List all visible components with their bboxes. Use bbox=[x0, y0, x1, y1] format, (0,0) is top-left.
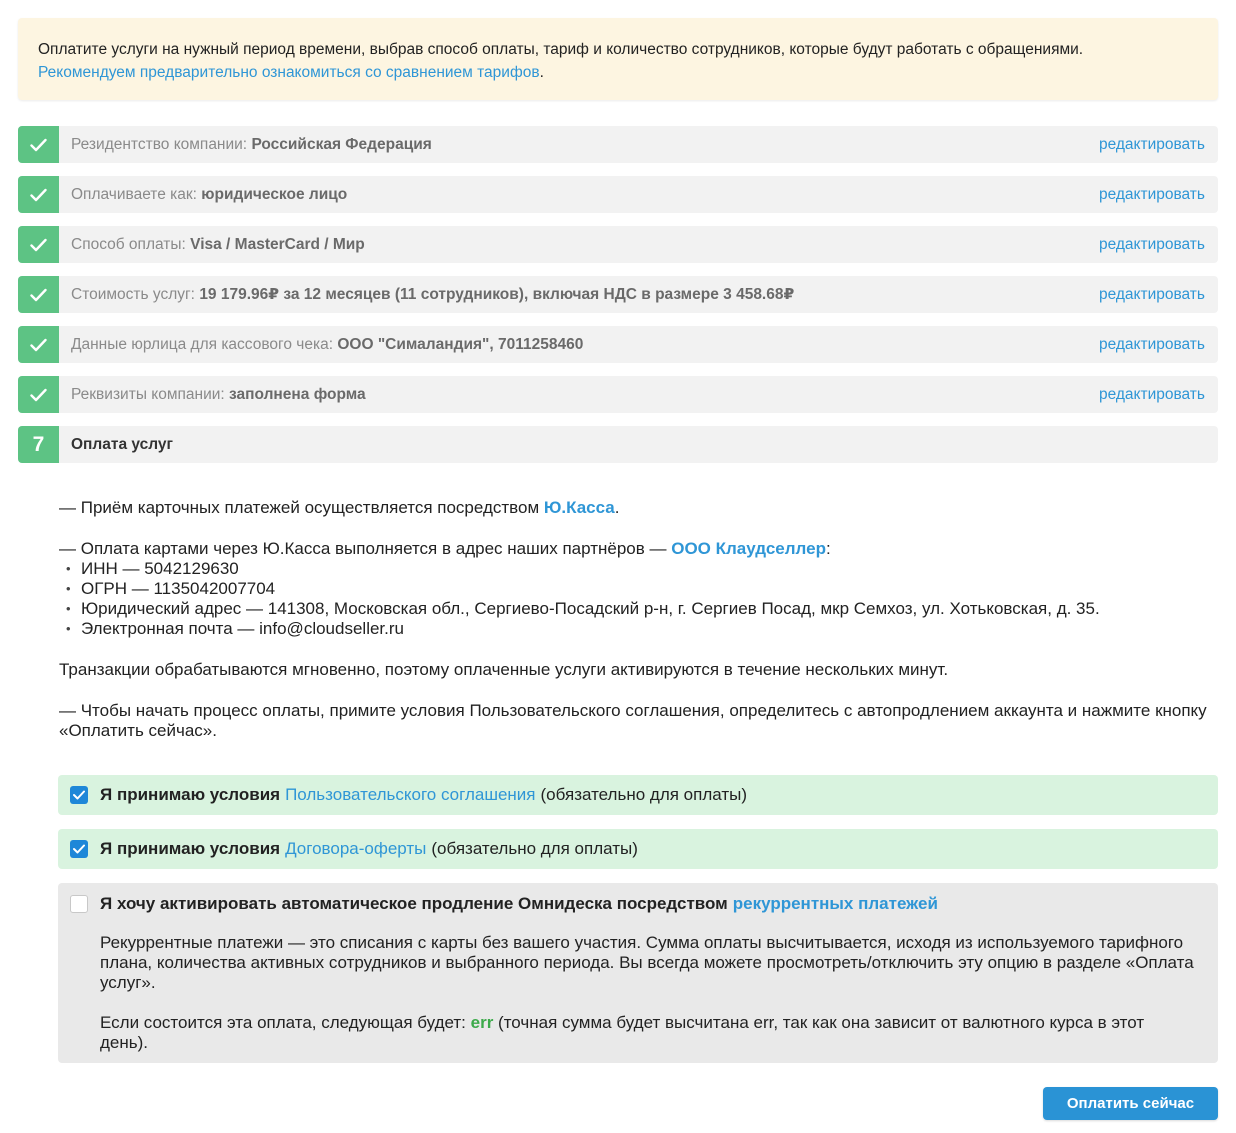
next-payment-text: Если состоится эта оплата, следующая будет: err (точная сумма будет высчитана err, так как она зависит от валютного курса в этот день). bbox=[100, 1013, 1145, 1052]
payment-info bbox=[59, 498, 1209, 741]
notice-text: Оплатите услуги на нужный период времени, выбрав способ оплаты, тариф и количество сотрудников, которые будут работать с обращениями. bbox=[38, 41, 1084, 58]
partner-details-list bbox=[59, 559, 1209, 639]
check-icon bbox=[30, 288, 47, 302]
step-payment-method bbox=[18, 226, 1218, 263]
recurrent-payments-row[interactable] bbox=[70, 893, 1206, 914]
step-cost bbox=[18, 276, 1218, 313]
step-value: ООО "Сималандия", 7011258460 bbox=[337, 335, 584, 353]
notice-link-suffix: . bbox=[539, 64, 544, 81]
step-done-badge bbox=[18, 176, 59, 213]
check-icon bbox=[30, 388, 47, 402]
step-done-badge bbox=[18, 376, 59, 413]
info-notice bbox=[18, 18, 1218, 100]
step-receipt-entity bbox=[18, 326, 1218, 363]
user-agreement-checkbox[interactable] bbox=[70, 786, 88, 804]
pay-now-button[interactable]: Оплатить сейчас bbox=[1043, 1087, 1218, 1120]
partner-link[interactable]: ООО Клаудселлер bbox=[671, 539, 826, 558]
step-value: заполнена форма bbox=[229, 385, 366, 403]
user-agreement-row[interactable] bbox=[58, 775, 1218, 815]
next-payment-value: err bbox=[470, 1013, 494, 1032]
agreement-note: (обязательно для оплаты) bbox=[540, 785, 747, 804]
agreement-note: (обязательно для оплаты) bbox=[431, 839, 638, 858]
recurrent-payments-link[interactable]: рекуррентных платежей bbox=[732, 893, 938, 913]
checkmark-icon bbox=[73, 790, 85, 800]
offer-agreement-row[interactable] bbox=[58, 829, 1218, 869]
edit-cost-link[interactable]: редактировать bbox=[1098, 285, 1205, 303]
step-text: Резидентство компании: Российская Федерация bbox=[71, 135, 432, 153]
step-value: Visa / MasterCard / Мир bbox=[190, 235, 365, 253]
check-icon bbox=[30, 138, 47, 152]
offer-agreement-link[interactable]: Договора-оферты bbox=[285, 839, 427, 858]
step-title: Оплата услуг bbox=[71, 435, 173, 453]
offer-agreement-checkbox[interactable] bbox=[70, 840, 88, 858]
step-number: 7 bbox=[32, 432, 45, 456]
step-text: Данные юрлица для кассового чека: ООО "Сималандия", 7011258460 bbox=[71, 335, 584, 353]
instructions-text: — Чтобы начать процесс оплаты, примите условия Пользовательского соглашения, определитесь с автопродлением аккаунта и нажмите кнопку «Оплатить сейчас». bbox=[59, 701, 1207, 740]
check-icon bbox=[30, 188, 47, 202]
edit-payer-type-link[interactable]: редактировать bbox=[1098, 185, 1205, 203]
list-item: • ОГРН — 1135042007704 bbox=[59, 579, 1209, 599]
step-residency bbox=[18, 126, 1218, 163]
step-done-badge bbox=[18, 126, 59, 163]
step-text: Реквизиты компании: заполнена форма bbox=[71, 385, 366, 403]
step-text: Оплачиваете как: юридическое лицо bbox=[71, 185, 348, 203]
user-agreement-link[interactable]: Пользовательского соглашения bbox=[285, 785, 536, 804]
list-item: • ИНН — 5042129630 bbox=[59, 559, 1209, 579]
step-value: юридическое лицо bbox=[201, 185, 348, 203]
yookassa-link[interactable]: Ю.Касса bbox=[543, 498, 615, 517]
step-done-badge bbox=[18, 326, 59, 363]
step-payer-type bbox=[18, 176, 1218, 213]
step-company-details bbox=[18, 376, 1218, 413]
edit-receipt-entity-link[interactable]: редактировать bbox=[1098, 335, 1205, 353]
edit-residency-link[interactable]: редактировать bbox=[1098, 135, 1205, 153]
checkmark-icon bbox=[73, 844, 85, 854]
edit-payment-method-link[interactable]: редактировать bbox=[1098, 235, 1205, 253]
edit-company-details-link[interactable]: редактировать bbox=[1098, 385, 1205, 403]
check-icon bbox=[30, 238, 47, 252]
agreement-label: Я принимаю условия bbox=[100, 785, 281, 804]
step-number-badge bbox=[18, 426, 59, 463]
step-value: Российская Федерация bbox=[251, 135, 432, 153]
recurrent-label: Я хочу активировать автоматическое продление Омнидеска посредством bbox=[100, 893, 728, 913]
list-item: • Электронная почта — info@cloudseller.ru bbox=[59, 619, 1209, 639]
recurrent-payments-checkbox[interactable] bbox=[70, 895, 88, 913]
agreement-label: Я принимаю условия bbox=[100, 839, 281, 858]
step-value: 19 179.96₽ за 12 месяцев (11 сотрудников), включая НДС в размере 3 458.68₽ bbox=[199, 286, 795, 303]
compare-tariffs-link[interactable]: Рекомендуем предварительно ознакомиться со сравнением тарифов bbox=[38, 64, 540, 81]
step-done-badge bbox=[18, 276, 59, 313]
step-done-badge bbox=[18, 226, 59, 263]
step-text: Способ оплаты: Visa / MasterCard / Мир bbox=[71, 235, 365, 253]
step-payment bbox=[18, 426, 1218, 463]
step-text: Стоимость услуг: 19 179.96₽ за 12 месяцев (11 сотрудников), включая НДС в размере 3 458.68₽ bbox=[71, 286, 795, 303]
check-icon bbox=[30, 338, 47, 352]
yookassa-line: — Приём карточных платежей осуществляется посредством Ю.Касса. bbox=[59, 498, 620, 517]
partner-line: — Оплата картами через Ю.Касса выполняется в адрес наших партнёров — ООО Клаудселлер: bbox=[59, 539, 831, 558]
list-item: • Юридический адрес — 141308, Московская обл., Сергиево-Посадский р-н, г. Сергиев Посад, мкр Семхоз, ул. Хотьковская, д. 35. bbox=[59, 599, 1209, 619]
recurrent-description: Рекуррентные платежи — это списания с карты без вашего участия. Сумма оплаты высчитывается, исходя из используемого тарифного плана, количества активных сотрудников и выбранного периода. Вы всегда можете просмотреть/отключить эту опцию в разделе «Оплата услуг». bbox=[100, 933, 1194, 992]
transactions-text: Транзакции обрабатываются мгновенно, поэтому оплаченные услуги активируются в течение нескольких минут. bbox=[59, 660, 949, 679]
recurrent-payments-box bbox=[58, 883, 1218, 1063]
